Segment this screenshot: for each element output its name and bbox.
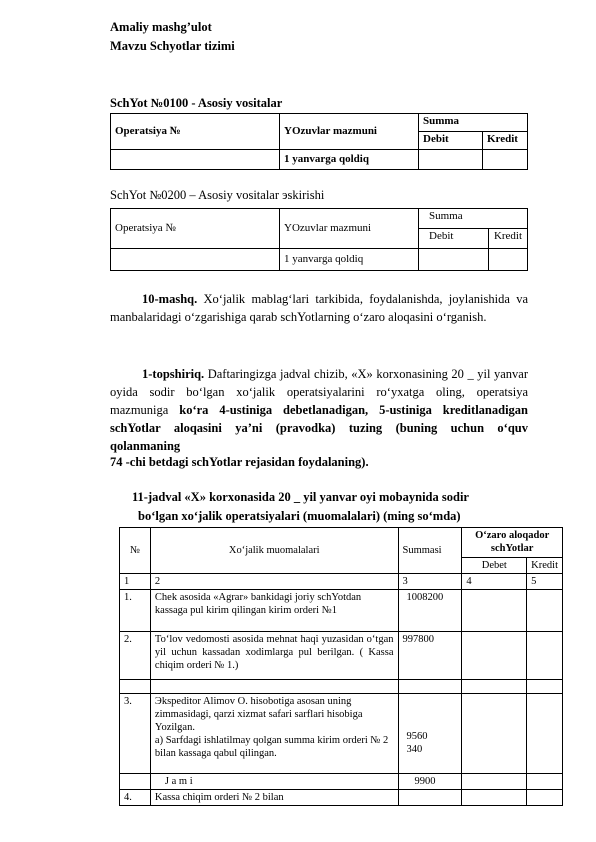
ops-col-sum: Summasi (398, 528, 462, 574)
task-label: 1-topshiriq. (142, 367, 205, 381)
account2-col-content: YOzuvlar mazmuni (280, 209, 419, 249)
ops-num-1: 1 (120, 574, 151, 590)
table-row: 1. Chek asosida «Agrar» bankidagi joriy schYotdan kassaga pul kirim qilingan kirim orderi №1 1008200 (120, 590, 563, 632)
ops-total-sum: 9900 (398, 774, 462, 790)
ops-num-3: 3 (398, 574, 462, 590)
ops-col-debit: Debet (462, 558, 527, 574)
table-row (120, 774, 563, 790)
account1-title: SchYot №0100 - Asosiy vositalar (110, 96, 283, 110)
header-line2: Mavzu Schyotlar tizimi (110, 39, 235, 53)
header-line1: Amaliy mashg’ulot (110, 20, 212, 34)
account1-col-op: Operatsiya № (111, 114, 280, 150)
account1-row-content: 1 yanvarga qoldiq (280, 150, 419, 170)
ops-col-no: № (120, 528, 151, 574)
account2-col-credit: Kredit (489, 229, 528, 249)
exercise-paragraph (110, 290, 528, 326)
account1-col-credit: Kredit (483, 132, 528, 150)
ops-col-ops: Xo‘jalik muomalalari (150, 528, 398, 574)
ops-num-2: 2 (150, 574, 398, 590)
account2-row-content: 1 yanvarga qoldiq (280, 249, 419, 271)
account2-col-debit: Debit (419, 229, 489, 249)
account2-col-op: Operatsiya № (111, 209, 280, 249)
task-paragraph (110, 365, 528, 455)
account2-col-sum: Summa (419, 209, 528, 229)
table-title-line2: bo‘lgan xo‘jalik operatsiyalari (muomalalari) (ming so‘mda) (138, 509, 461, 523)
operations-table (119, 527, 563, 806)
table-row: 3. Эkspeditor Alimov O. hisobotiga asosan uning zimmasidagi, qarzi xizmat safari sarflari hisobiga Yozilgan. a) Sarfdagi ishlatilmay qolgan summa kirim orderi № 2 bilan kassaga qabul qilingan. 9560 340 (120, 694, 563, 774)
ops-num-5: 5 (527, 574, 563, 590)
table-row: 4. Kassa chiqim orderi № 2 bilan (120, 790, 563, 806)
account1-table (110, 113, 528, 170)
account2-title: SchYot №0200 – Asosiy vositalar эskirishi (110, 188, 325, 202)
task-bold-text: ko‘ra 4-ustiniga debetlanadigan, 5-ustiniga kreditlanadigan schYotlar aloqasini ya’ni (pravodka) tuzing (buning uchun o‘quv qolanmaning (110, 403, 528, 453)
table-row (120, 680, 563, 694)
account2-table (110, 208, 528, 271)
table-row: 2. To‘lov vedomosti asosida mehnat haqi yuzasidan o‘tgan yil uchun kassadan xodimlarga pul berilgan. ( Kassa chiqim orderi № 1.) 997800 (120, 632, 563, 680)
exercise-label: 10-mashq. (142, 292, 198, 306)
task-last-line: 74 -chi betdagi schYotlar rejasidan foydalaning). (110, 455, 369, 469)
ops-total-label: J a m i (150, 774, 398, 790)
account1-col-debit: Debit (419, 132, 483, 150)
task-text: Daftaringizga jadval chizib, «X» korxonasining 20 _ yil yanvar oyida sodir bo‘lgan xo‘jalik operatsiyalarini ro‘yxatga oling, operatsiya mazmuniga (110, 367, 528, 417)
ops-num-4: 4 (462, 574, 527, 590)
account1-col-content: YOzuvlar mazmuni (280, 114, 419, 150)
ops-col-credit: Kredit (527, 558, 563, 574)
exercise-text: Xo‘jalik mablag‘lari tarkibida, foydalanishda, joylanishida va manbalaridagi o‘zgarishiga qarab schYotlarning o‘zaro aloqasini o‘rganish. (110, 292, 528, 324)
table-title-line1: 11-jadval «X» korxonasida 20 _ yil yanvar oyi mobaynida sodir (132, 490, 469, 504)
ops-col-related: O‘zaro aloqador schYotlar (462, 528, 563, 558)
account1-col-sum: Summa (419, 114, 528, 132)
